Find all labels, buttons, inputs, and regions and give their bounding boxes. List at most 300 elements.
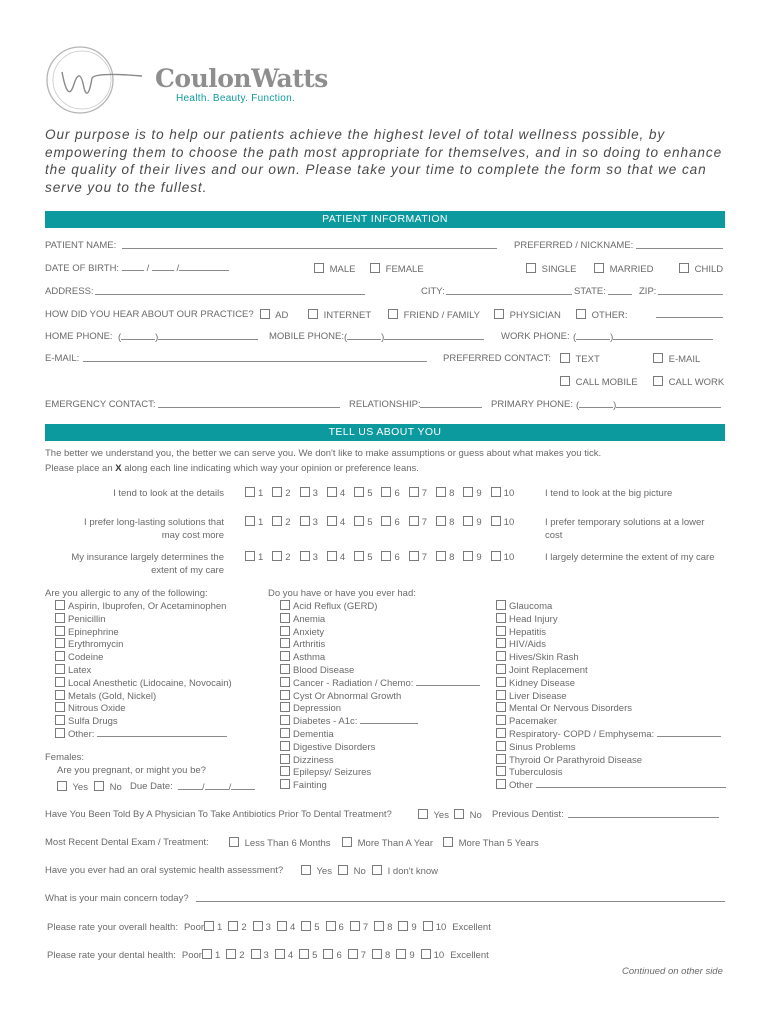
rating-label: Please rate your overall health:	[47, 922, 178, 933]
checkbox[interactable]	[55, 690, 65, 700]
work-phone-field[interactable]: ( )	[573, 331, 713, 343]
checkbox-label: Blood Disease	[293, 664, 355, 676]
checkbox-item[interactable]	[55, 600, 232, 613]
scale-checkbox[interactable]	[436, 516, 446, 526]
scale-number: 8	[449, 517, 455, 528]
checkbox-label: Thyroid Or Parathyroid Disease	[509, 754, 643, 766]
checkbox-label: Sinus Problems	[509, 741, 576, 753]
mobile-phone-field[interactable]: ( )	[344, 331, 484, 343]
checkbox[interactable]	[496, 613, 506, 623]
females-title: Females:	[45, 752, 85, 763]
fill-in-line[interactable]	[416, 677, 480, 686]
checkbox-item[interactable]	[55, 638, 232, 651]
checkbox-label: Fainting	[293, 780, 327, 792]
scale-number: 1	[258, 552, 264, 563]
scale-number: 5	[367, 488, 373, 499]
scale-number: 6	[394, 552, 400, 563]
scale-checkbox[interactable]	[327, 487, 337, 497]
scale-checkbox[interactable]	[300, 551, 310, 561]
rating-checkbox[interactable]	[299, 949, 309, 959]
hear-physician[interactable]: PHYSICIAN	[494, 309, 561, 321]
dental-health-rating	[47, 949, 489, 961]
status-married[interactable]: MARRIED	[594, 263, 653, 275]
concern-label: What is your main concern today?	[45, 893, 189, 904]
scale-checkbox[interactable]	[409, 551, 419, 561]
checkbox[interactable]	[280, 702, 290, 712]
zip-field[interactable]	[658, 286, 723, 295]
scale-checkbox[interactable]	[491, 551, 501, 561]
rating-checkbox[interactable]	[228, 921, 238, 931]
scale-checkbox[interactable]	[463, 487, 473, 497]
scale-number: 4	[339, 517, 346, 528]
dob-label: DATE OF BIRTH:	[45, 263, 120, 274]
checkbox-label: Pacemaker	[509, 716, 558, 728]
rating-poor: Poor	[183, 922, 205, 933]
scale-checkbox[interactable]	[354, 487, 364, 497]
recent-exam-label: Most Recent Dental Exam / Treatment:	[45, 837, 209, 848]
checkbox-item[interactable]	[496, 766, 726, 779]
rating-number: 7	[360, 950, 367, 961]
checkbox-label: Cyst Or Abnormal Growth	[293, 690, 402, 702]
checkbox-label: Cancer - Radiation / Chemo:	[293, 677, 414, 689]
preferred-contact-label: PREFERRED CONTACT:	[443, 353, 552, 364]
scale-row	[245, 551, 523, 563]
pregnant-yes[interactable]: Yes	[57, 781, 88, 793]
contact-email[interactable]: E-MAIL	[653, 353, 700, 365]
city-field[interactable]	[446, 286, 572, 295]
checkbox[interactable]	[496, 728, 506, 738]
scale-checkbox[interactable]	[245, 487, 255, 497]
rating-number: 1	[217, 922, 223, 933]
rating-number: 5	[312, 950, 318, 961]
checkbox-label: Dizziness	[293, 754, 334, 766]
rating-checkbox[interactable]	[348, 949, 358, 959]
checkbox-label: Acid Reflux (GERD)	[293, 601, 378, 612]
checkbox-label: Sulfa Drugs	[68, 716, 118, 728]
rating-label: Please rate your dental health:	[47, 950, 176, 961]
scale-checkbox[interactable]	[272, 516, 282, 526]
scale-number: 9	[476, 488, 482, 499]
scale-checkbox[interactable]	[245, 551, 255, 561]
rating-checkbox[interactable]	[226, 949, 236, 959]
scale-number: 7	[421, 517, 428, 528]
checkbox-label: Mental Or Nervous Disorders	[509, 703, 633, 715]
fill-in-line[interactable]	[97, 728, 227, 737]
scale-checkbox[interactable]	[327, 551, 337, 561]
checkbox[interactable]	[496, 766, 506, 776]
exam-gt5[interactable]: More Than 5 Years	[443, 837, 539, 849]
fill-in-line[interactable]	[536, 779, 726, 788]
status-child[interactable]: CHILD	[679, 263, 723, 275]
checkbox-item[interactable]	[496, 715, 726, 728]
scale-number: 9	[476, 552, 482, 563]
rating-checkbox[interactable]	[323, 949, 333, 959]
checkbox-item[interactable]	[55, 651, 232, 664]
scale-left-line1: I prefer long-lasting solutions that	[84, 517, 224, 528]
scale-checkbox[interactable]	[354, 551, 364, 561]
checkbox[interactable]	[280, 728, 290, 738]
rating-checkbox[interactable]	[374, 921, 384, 931]
email-field[interactable]	[83, 353, 427, 362]
fill-in-line[interactable]	[360, 715, 418, 724]
rating-number: 3	[263, 950, 269, 961]
city-label: CITY:	[421, 286, 445, 297]
checkbox-item[interactable]	[55, 702, 232, 715]
checkbox[interactable]	[55, 626, 65, 636]
checkbox-item[interactable]	[280, 728, 480, 741]
checkbox-item[interactable]	[55, 690, 232, 703]
checkbox-item[interactable]	[496, 779, 726, 792]
checkbox-label: Latex	[68, 664, 92, 676]
checkbox[interactable]	[496, 715, 506, 725]
scale-row	[245, 516, 523, 528]
nickname-label: PREFERRED / NICKNAME:	[514, 240, 634, 251]
relationship-field[interactable]	[420, 399, 482, 408]
checkbox-item[interactable]	[496, 754, 726, 767]
hear-ad[interactable]: AD	[260, 309, 288, 321]
checkbox-item[interactable]	[496, 638, 726, 651]
checkbox-item[interactable]	[496, 600, 726, 613]
scale-right-label	[545, 487, 672, 500]
rating-checkbox[interactable]	[396, 949, 406, 959]
rating-number: 10	[435, 922, 447, 933]
scale-checkbox[interactable]	[245, 516, 255, 526]
tell-us-header: TELL US ABOUT YOU	[45, 424, 725, 441]
scale-number: 2	[285, 552, 291, 563]
primary-phone-field[interactable]: ( )	[576, 399, 721, 411]
checkbox[interactable]	[496, 702, 506, 712]
scale-checkbox[interactable]	[381, 487, 391, 497]
scale-checkbox[interactable]	[354, 516, 364, 526]
hear-internet[interactable]: INTERNET	[308, 309, 371, 321]
checkbox-item[interactable]	[55, 677, 232, 690]
checkbox-item[interactable]	[280, 677, 480, 690]
scale-right-label	[545, 551, 715, 564]
scale-checkbox[interactable]	[463, 551, 473, 561]
checkbox-label: Local Anesthetic (Lidocaine, Novocain)	[68, 677, 232, 689]
scale-right-line1: I prefer temporary solutions at a lower	[545, 517, 705, 528]
antibiotics-no[interactable]: No	[454, 809, 482, 821]
rating-checkbox[interactable]	[372, 949, 382, 959]
systemic-dont-know[interactable]: I don't know	[372, 865, 438, 877]
checkbox-item[interactable]	[496, 690, 726, 703]
scale-checkbox[interactable]	[381, 551, 391, 561]
systemic-no[interactable]: No	[338, 865, 366, 877]
scale-checkbox[interactable]	[300, 487, 310, 497]
gender-male[interactable]: MALE	[314, 263, 356, 275]
rating-number: 2	[241, 922, 247, 933]
rating-checkbox[interactable]	[301, 921, 311, 931]
checkbox[interactable]	[55, 677, 65, 687]
dob-field[interactable]: / /	[122, 262, 229, 274]
checkbox-item[interactable]	[55, 715, 232, 728]
state-field[interactable]	[608, 286, 632, 295]
scale-checkbox[interactable]	[272, 487, 282, 497]
checkbox[interactable]	[280, 766, 290, 776]
fill-in-line[interactable]	[657, 728, 721, 737]
checkbox[interactable]	[55, 600, 65, 610]
checkbox[interactable]	[280, 613, 290, 623]
checkbox-label: Digestive Disorders	[293, 741, 376, 753]
rating-excellent: Excellent	[450, 950, 489, 961]
hear-friend[interactable]: FRIEND / FAMILY	[388, 309, 480, 321]
checkbox-item[interactable]	[280, 626, 480, 639]
continued-note: Continued on other side	[622, 966, 723, 977]
rating-number: 8	[387, 922, 393, 933]
checkbox-label: Respiratory- COPD / Emphysema:	[509, 728, 655, 740]
contact-call-mobile[interactable]: CALL MOBILE	[560, 376, 638, 388]
checkbox-item[interactable]	[496, 702, 726, 715]
checkbox-item[interactable]	[496, 651, 726, 664]
checkbox-label: Diabetes - A1c:	[293, 716, 358, 728]
checkbox[interactable]	[280, 779, 290, 789]
checkbox-label: Kidney Disease	[509, 677, 576, 689]
exam-gt1[interactable]: More Than A Year	[342, 837, 433, 849]
checkbox-item[interactable]	[280, 702, 480, 715]
checkbox-item[interactable]	[280, 690, 480, 703]
checkbox-item[interactable]	[55, 728, 232, 741]
rating-checkbox[interactable]	[204, 921, 214, 931]
checkbox[interactable]	[55, 638, 65, 648]
checkbox-label: Penicillin	[68, 613, 106, 625]
scale-number: 5	[367, 552, 373, 563]
checkbox-item[interactable]	[55, 613, 232, 626]
scale-number: 7	[421, 488, 428, 499]
patient-name-field[interactable]	[122, 240, 497, 249]
checkbox-label: Other	[509, 780, 533, 792]
checkbox[interactable]	[280, 651, 290, 661]
checkbox[interactable]	[55, 715, 65, 725]
scale-checkbox[interactable]	[491, 487, 501, 497]
scale-number: 7	[421, 552, 428, 563]
checkbox[interactable]	[280, 741, 290, 751]
checkbox[interactable]	[55, 613, 65, 623]
checkbox-label: Arthritis	[293, 639, 326, 651]
checkbox[interactable]	[496, 779, 506, 789]
scale-left-label	[84, 516, 224, 542]
pregnant-no[interactable]: No	[94, 781, 122, 793]
systemic-question: Have you ever had an oral systemic health assessment?	[45, 865, 284, 876]
address-field[interactable]	[95, 286, 365, 295]
rating-checkbox[interactable]	[326, 921, 336, 931]
address-label: ADDRESS:	[45, 286, 94, 297]
checkbox-label: Asthma	[293, 652, 326, 664]
checkbox[interactable]	[280, 715, 290, 725]
checkbox[interactable]	[496, 754, 506, 764]
scale-number: 5	[367, 517, 373, 528]
checkbox-item[interactable]	[280, 613, 480, 626]
scale-number: 8	[449, 488, 455, 499]
allergy-list	[55, 600, 232, 741]
checkbox-item[interactable]	[280, 600, 480, 613]
scale-number: 6	[394, 517, 400, 528]
checkbox-item[interactable]	[496, 728, 726, 741]
checkbox-item[interactable]	[280, 779, 480, 792]
checkbox-label: HIV/Aids	[509, 639, 546, 651]
email-label: E-MAIL:	[45, 353, 80, 364]
emergency-field[interactable]	[158, 399, 340, 408]
zip-label: ZIP:	[639, 286, 657, 297]
rating-number: 10	[433, 950, 445, 961]
rating-checkbox[interactable]	[202, 949, 212, 959]
checkbox[interactable]	[496, 651, 506, 661]
rating-poor: Poor	[181, 950, 202, 961]
systemic-yes[interactable]: Yes	[301, 865, 332, 877]
scale-left-line2: extent of my care	[151, 565, 224, 576]
checkbox-label: Dementia	[293, 728, 334, 740]
checkbox-label: Metals (Gold, Nickel)	[68, 690, 157, 702]
scale-number: 3	[312, 552, 318, 563]
conditions-col2	[496, 600, 726, 792]
checkbox-label: Aspirin, Ibuprofen, Or Acetaminophen	[68, 601, 227, 612]
checkbox-label: Other:	[68, 728, 95, 740]
hear-other-field[interactable]	[656, 309, 723, 318]
scale-checkbox[interactable]	[381, 516, 391, 526]
scale-number: 3	[312, 488, 318, 499]
checkbox-item[interactable]	[496, 741, 726, 754]
scale-number: 2	[285, 488, 291, 499]
scale-number: 6	[394, 488, 400, 499]
checkbox-item[interactable]	[280, 741, 480, 754]
rating-checkbox[interactable]	[251, 949, 261, 959]
checkbox-label: Codeine	[68, 652, 104, 664]
rating-excellent: Excellent	[452, 922, 491, 933]
checkbox-item[interactable]	[496, 626, 726, 639]
checkbox[interactable]	[280, 664, 290, 674]
scale-right-line2: cost	[545, 530, 563, 541]
checkbox-label: Epinephrine	[68, 626, 119, 638]
home-phone-field[interactable]: ( )	[118, 331, 258, 343]
checkbox[interactable]	[280, 638, 290, 648]
rating-number: 2	[239, 950, 245, 961]
rating-number: 8	[385, 950, 391, 961]
previous-dentist-label: Previous Dentist:	[492, 809, 564, 820]
overall-health-rating	[47, 921, 491, 933]
rating-number: 6	[338, 922, 344, 933]
checkbox[interactable]	[280, 677, 290, 687]
checkbox[interactable]	[496, 677, 506, 687]
concern-field[interactable]	[196, 893, 725, 902]
contact-text[interactable]: TEXT	[560, 353, 600, 365]
patient-name-label: PATIENT NAME:	[45, 240, 117, 251]
checkbox[interactable]	[496, 600, 506, 610]
checkbox-item[interactable]	[280, 651, 480, 664]
conditions-title: Do you have or have you ever had:	[268, 588, 416, 599]
scale-number: 10	[503, 517, 515, 528]
gender-female[interactable]: FEMALE	[370, 263, 424, 275]
checkbox-label: Anemia	[293, 613, 326, 625]
nickname-field[interactable]	[636, 240, 723, 249]
checkbox-item[interactable]	[280, 638, 480, 651]
checkbox[interactable]	[280, 754, 290, 764]
checkbox[interactable]	[55, 651, 65, 661]
checkbox-item[interactable]	[280, 715, 480, 728]
checkbox-label: Anxiety	[293, 626, 325, 638]
state-label: STATE:	[574, 286, 606, 297]
scale-number: 1	[258, 488, 264, 499]
checkbox[interactable]	[496, 638, 506, 648]
contact-call-work[interactable]: CALL WORK	[653, 376, 724, 388]
checkbox-item[interactable]	[496, 677, 726, 690]
checkbox[interactable]	[496, 690, 506, 700]
scale-checkbox[interactable]	[300, 516, 310, 526]
scale-number: 3	[312, 517, 318, 528]
conditions-col1	[280, 600, 480, 792]
rating-checkbox[interactable]	[350, 921, 360, 931]
scale-right-label	[545, 516, 704, 542]
scale-number: 10	[503, 488, 515, 499]
scale-checkbox[interactable]	[436, 551, 446, 561]
work-phone-label: WORK PHONE:	[501, 331, 570, 342]
checkbox-item[interactable]	[280, 664, 480, 677]
checkbox[interactable]	[55, 702, 65, 712]
due-date-field[interactable]: / /	[178, 781, 255, 793]
scale-left-line1: My insurance largely determines the	[71, 552, 224, 563]
rating-checkbox[interactable]	[275, 949, 285, 959]
checkbox[interactable]	[496, 664, 506, 674]
checkbox-label: Joint Replacement	[509, 664, 588, 676]
rating-checkbox[interactable]	[277, 921, 287, 931]
hear-other[interactable]: OTHER:	[576, 309, 628, 321]
checkbox-item[interactable]	[496, 664, 726, 677]
exam-lt6[interactable]: Less Than 6 Months	[229, 837, 331, 849]
rating-number: 4	[287, 950, 294, 961]
scale-checkbox[interactable]	[327, 516, 337, 526]
checkbox[interactable]	[280, 626, 290, 636]
home-phone-label: HOME PHONE:	[45, 331, 113, 342]
checkbox[interactable]	[280, 690, 290, 700]
scale-checkbox[interactable]	[491, 516, 501, 526]
scale-number: 4	[339, 488, 346, 499]
rating-checkbox[interactable]	[423, 921, 433, 931]
rating-checkbox[interactable]	[253, 921, 263, 931]
rating-checkbox[interactable]	[421, 949, 431, 959]
scale-checkbox[interactable]	[272, 551, 282, 561]
scale-number: 8	[449, 552, 455, 563]
hear-label: HOW DID YOU HEAR ABOUT OUR PRACTICE?	[45, 309, 254, 320]
rating-number: 5	[314, 922, 320, 933]
checkbox-item[interactable]	[280, 754, 480, 767]
scale-number: 10	[503, 552, 515, 563]
checkbox-label: Liver Disease	[509, 690, 567, 702]
status-single[interactable]: SINGLE	[526, 263, 577, 275]
rating-number: 1	[214, 950, 221, 961]
scale-number: 1	[258, 517, 264, 528]
previous-dentist-field[interactable]	[568, 809, 719, 818]
checkbox[interactable]	[496, 741, 506, 751]
checkbox[interactable]	[280, 600, 290, 610]
rating-checkbox[interactable]	[398, 921, 408, 931]
checkbox[interactable]	[55, 664, 65, 674]
rating-number: 4	[289, 922, 296, 933]
checkbox-item[interactable]	[496, 613, 726, 626]
scale-checkbox[interactable]	[463, 516, 473, 526]
checkbox-item[interactable]	[55, 664, 232, 677]
checkbox-label: Nitrous Oxide	[68, 703, 126, 715]
scale-checkbox[interactable]	[436, 487, 446, 497]
checkbox-label: Head Injury	[509, 613, 558, 625]
logo-mark	[44, 44, 144, 116]
scale-checkbox[interactable]	[409, 516, 419, 526]
checkbox-item[interactable]	[55, 626, 232, 639]
checkbox[interactable]	[496, 626, 506, 636]
checkbox-item[interactable]	[280, 766, 480, 779]
checkbox-label: Glaucoma	[509, 601, 553, 612]
checkbox-label: Erythromycin	[68, 639, 124, 651]
checkbox[interactable]	[55, 728, 65, 738]
antibiotics-yes[interactable]: Yes	[418, 809, 449, 821]
scale-checkbox[interactable]	[409, 487, 419, 497]
